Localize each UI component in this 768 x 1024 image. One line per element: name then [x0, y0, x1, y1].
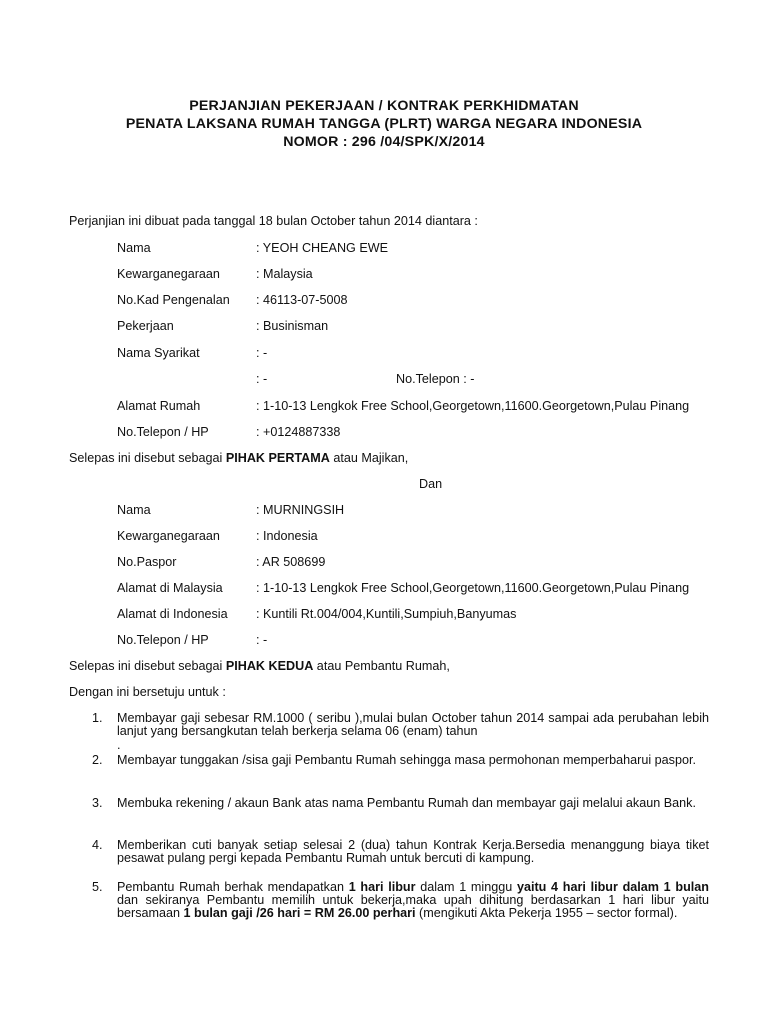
term-5-part-4: (mengikuti Akta Pekerja 1955 – sector formal). — [415, 906, 678, 920]
term-5-bold-2: yaitu 4 hari libur dalam 1 bulan — [516, 880, 709, 894]
term-1-tail: . — [117, 738, 121, 752]
term-5-bold-1: 1 hari libur — [348, 880, 416, 894]
party2-designation-post: atau Pembantu Rumah, — [313, 659, 450, 673]
term-4-text: Memberikan cuti banyak setiap selesai 2 (dua) tahun Kontrak Kerja.Bersedia menanggung biaya tiket pesawat pulang pergi kepada Pembantu Rumah untuk bercuti di kampung. — [117, 838, 709, 865]
party1-occupation-label: Pekerjaan — [117, 319, 174, 333]
party2-name-value: : MURNINGSIH — [256, 503, 345, 517]
term-3-text: Membuka rekening / akaun Bank atas nama Pembantu Rumah dan membayar gaji melalui akaun Bank. — [117, 796, 696, 810]
party2-designation-pre: Selepas ini disebut sebagai — [69, 659, 226, 673]
and-separator: Dan — [419, 477, 443, 491]
party2-id-address-label: Alamat di Indonesia — [117, 607, 228, 621]
term-5-part-3: dan sekiranya Pembantu memilih untuk bekerja,maka upah dihitung berdasarkan 1 hari libur yaitu bersamaan — [117, 893, 709, 920]
party2-citizenship-value: : Indonesia — [256, 529, 318, 543]
party1-citizenship-label: Kewarganegaraan — [117, 267, 220, 281]
party1-address-label: Alamat Rumah — [117, 399, 201, 413]
title-line-1: PERJANJIAN PEKERJAAN / KONTRAK PERKHIDMATAN — [189, 98, 579, 114]
term-4-number: 4. — [92, 838, 103, 852]
party1-blank-value: : - — [256, 372, 268, 386]
party1-extra-phone: No.Telepon : - — [396, 372, 475, 386]
term-3-number: 3. — [92, 796, 103, 810]
contract-number: NOMOR : 296 /04/SPK/X/2014 — [283, 134, 485, 150]
party1-phone-label: No.Telepon / HP — [117, 425, 209, 439]
term-1-number: 1. — [92, 711, 103, 725]
party1-designation-post: atau Majikan, — [329, 451, 409, 465]
party1-ic-label: No.Kad Pengenalan — [117, 293, 230, 307]
party2-designation — [69, 660, 450, 673]
term-1-text: Membayar gaji sebesar RM.1000 ( seribu ),mulai bulan October tahun 2014 sampai ada perubahan lebih lanjut yang bersangkutan telah berkerja selama 06 (enam) tahun — [117, 711, 709, 738]
term-5-part-1: Pembantu Rumah berhak mendapatkan — [117, 880, 349, 894]
party2-phone-value: : - — [256, 633, 268, 647]
party1-designation-pre: Selepas ini disebut sebagai — [69, 451, 226, 465]
party2-id-address-value: : Kuntili Rt.004/004,Kuntili,Sumpiuh,Banyumas — [256, 607, 517, 621]
term-5-part-2: dalam 1 minggu — [415, 880, 517, 894]
term-2-text: Membayar tunggakan /sisa gaji Pembantu Rumah sehingga masa permohonan memperbaharui paspor. — [117, 753, 696, 767]
party2-citizenship-label: Kewarganegaraan — [117, 529, 220, 543]
agreement-intro: Dengan ini bersetuju untuk : — [69, 685, 226, 699]
intro-text: Perjanjian ini dibuat pada tanggal 18 bulan October tahun 2014 diantara : — [69, 214, 478, 228]
party1-ic-value: : 46113-07-5008 — [256, 293, 348, 307]
term-5-bold-3: 1 bulan gaji /26 hari = RM 26.00 perhari — [183, 906, 416, 920]
party2-phone-label: No.Telepon / HP — [117, 633, 209, 647]
party2-my-address-value: : 1-10-13 Lengkok Free School,Georgetown,11600.Georgetown,Pulau Pinang — [256, 581, 690, 595]
party1-citizenship-value: : Malaysia — [256, 267, 313, 281]
party1-address-value: : 1-10-13 Lengkok Free School,Georgetown,11600.Georgetown,Pulau Pinang — [256, 399, 690, 413]
party2-passport-value: : AR 508699 — [256, 555, 326, 569]
term-2-number: 2. — [92, 753, 103, 767]
party2-passport-label: No.Paspor — [117, 555, 177, 569]
party1-name-value: : YEOH CHEANG EWE — [256, 241, 389, 255]
party1-company-value: : - — [256, 346, 268, 360]
party2-designation-bold: PIHAK KEDUA — [225, 659, 314, 673]
party1-name-label: Nama — [117, 241, 151, 255]
party2-my-address-label: Alamat di Malaysia — [117, 581, 223, 595]
party1-designation-bold: PIHAK PERTAMA — [225, 451, 330, 465]
party1-company-label: Nama Syarikat — [117, 346, 200, 360]
title-line-2: PENATA LAKSANA RUMAH TANGGA (PLRT) WARGA NEGARA INDONESIA — [125, 116, 643, 132]
party1-occupation-value: : Businisman — [256, 319, 329, 333]
party1-designation — [69, 452, 408, 465]
term-5-number: 5. — [92, 880, 103, 894]
term-5-text — [117, 881, 709, 920]
party1-phone-value: : +0124887338 — [256, 425, 341, 439]
party2-name-label: Nama — [117, 503, 151, 517]
